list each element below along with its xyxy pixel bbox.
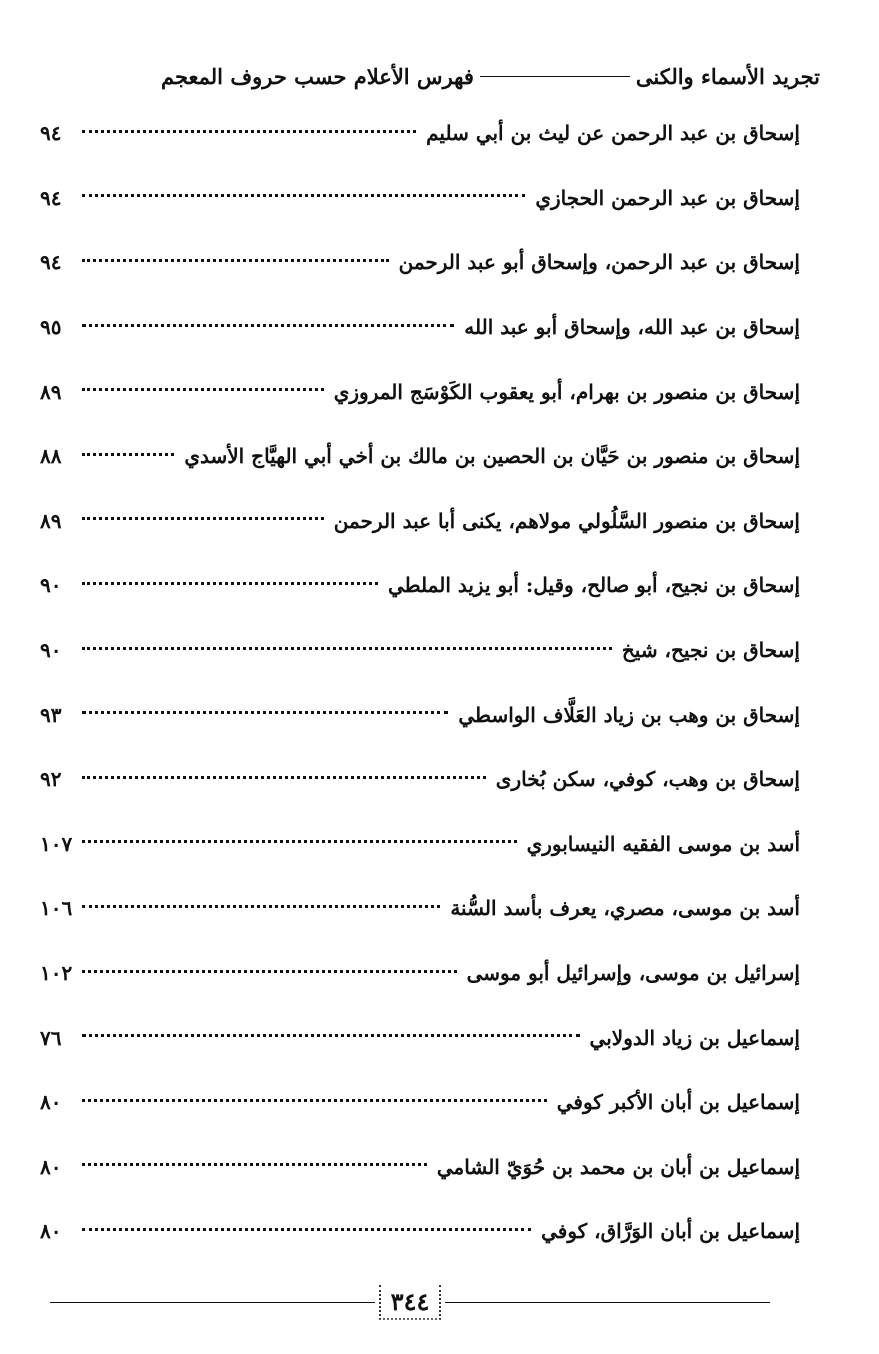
index-entry xyxy=(40,489,800,554)
entry-name: إسحاق بن عبد الرحمن، وإسحاق أبو عبد الرحمن xyxy=(398,250,800,275)
index-entry xyxy=(40,1005,800,1070)
index-entry xyxy=(40,747,800,812)
dot-leader xyxy=(82,388,324,391)
entry-page: ٨٨ xyxy=(40,444,62,469)
entry-name: إسحاق بن منصور بن بهرام، أبو يعقوب الكَوْسَج المروزي xyxy=(333,379,800,404)
index-entry xyxy=(40,553,800,618)
entry-name: إسحاق بن نجيح، أبو صالح، وقيل: أبو يزيد الملطي xyxy=(387,573,800,598)
entry-name: إسماعيل بن أبان بن محمد بن حُوَيّ الشامي xyxy=(436,1154,800,1179)
entry-name: إسحاق بن وهب بن زياد العَلَّاف الواسطي xyxy=(458,702,800,727)
book-title: تجريد الأسماء والكنى xyxy=(635,63,820,89)
entry-page: ٩٣ xyxy=(40,702,62,727)
entry-page: ٨٠ xyxy=(40,1090,62,1115)
dot-leader xyxy=(82,905,440,908)
dot-leader xyxy=(82,259,389,262)
entry-page: ١٠٦ xyxy=(40,896,73,921)
running-header xyxy=(60,56,820,96)
entry-page: ٨٩ xyxy=(40,508,62,533)
index-entry xyxy=(40,230,800,295)
index-entry xyxy=(40,1135,800,1200)
entry-page: ٨٠ xyxy=(40,1219,62,1244)
entry-page: ٩٤ xyxy=(40,121,62,146)
footer-rule-left xyxy=(50,1302,375,1303)
entry-page: ٨٠ xyxy=(40,1154,62,1179)
index-entry xyxy=(40,876,800,941)
entry-name: إسحاق بن منصور السَّلُولي مولاهم، يكنى أبا عبد الرحمن xyxy=(333,508,800,533)
entry-page: ٩٥ xyxy=(40,315,62,340)
index-entry xyxy=(40,682,800,747)
index-entry xyxy=(40,1070,800,1135)
dot-leader xyxy=(82,711,448,714)
dot-leader xyxy=(82,130,416,133)
index-entries xyxy=(40,101,800,1264)
index-entry xyxy=(40,359,800,424)
index-entry xyxy=(40,166,800,231)
entry-name: أسد بن موسى، مصري، يعرف بأسد السُّنة xyxy=(450,896,800,921)
entry-name: إسرائيل بن موسى، وإسرائيل أبو موسى xyxy=(466,961,800,986)
entry-name: إسحاق بن عبد الرحمن الحجازي xyxy=(535,185,800,210)
section-title: فهرس الأعلام حسب حروف المعجم xyxy=(160,63,474,89)
dot-leader xyxy=(82,324,454,327)
entry-name: إسحاق بن منصور بن حَيَّان بن الحصين بن مالك بن أخي أبي الهيَّاج الأسدي xyxy=(184,444,800,469)
dot-leader xyxy=(82,1034,580,1037)
dot-leader xyxy=(82,517,324,520)
dot-leader xyxy=(82,1228,531,1231)
index-entry xyxy=(40,424,800,489)
index-entry xyxy=(40,941,800,1006)
entry-page: ٩٤ xyxy=(40,250,62,275)
page-number: ٣٤٤ xyxy=(379,1285,442,1320)
dot-leader xyxy=(82,840,517,843)
dot-leader xyxy=(82,1099,547,1102)
index-entry xyxy=(40,295,800,360)
dot-leader xyxy=(82,1163,427,1166)
dot-leader xyxy=(82,647,612,650)
index-entry xyxy=(40,618,800,683)
entry-name: إسحاق بن نجيح، شيخ xyxy=(621,638,800,663)
dot-leader xyxy=(82,194,525,197)
entry-page: ٩٢ xyxy=(40,767,62,792)
entry-page: ٨٩ xyxy=(40,379,62,404)
entry-name: إسماعيل بن أبان الأكبر كوفي xyxy=(556,1090,800,1115)
page-footer xyxy=(50,1282,770,1322)
entry-name: أسد بن موسى الفقيه النيسابوري xyxy=(526,831,800,856)
index-entry xyxy=(40,1199,800,1264)
footer-rule-right xyxy=(445,1302,770,1303)
entry-page: ٩٤ xyxy=(40,185,62,210)
entry-name: إسحاق بن وهب، كوفي، سكن بُخارى xyxy=(495,767,800,792)
header-rule xyxy=(480,76,630,77)
entry-name: إسماعيل بن أبان الوَرَّاق، كوفي xyxy=(541,1219,800,1244)
index-entry xyxy=(40,101,800,166)
dot-leader xyxy=(82,970,457,973)
dot-leader xyxy=(82,582,378,585)
entry-page: ٩٠ xyxy=(40,638,62,663)
dot-leader xyxy=(82,453,174,456)
entry-name: إسحاق بن عبد الله، وإسحاق أبو عبد الله xyxy=(464,315,800,340)
entry-page: ١٠٢ xyxy=(40,961,73,986)
entry-name: إسحاق بن عبد الرحمن عن ليث بن أبي سليم xyxy=(426,121,800,146)
entry-page: ٩٠ xyxy=(40,573,62,598)
index-entry xyxy=(40,812,800,877)
dot-leader xyxy=(82,776,486,779)
entry-page: ١٠٧ xyxy=(40,831,73,856)
entry-page: ٧٦ xyxy=(40,1025,62,1050)
entry-name: إسماعيل بن زياد الدولابي xyxy=(589,1025,800,1050)
